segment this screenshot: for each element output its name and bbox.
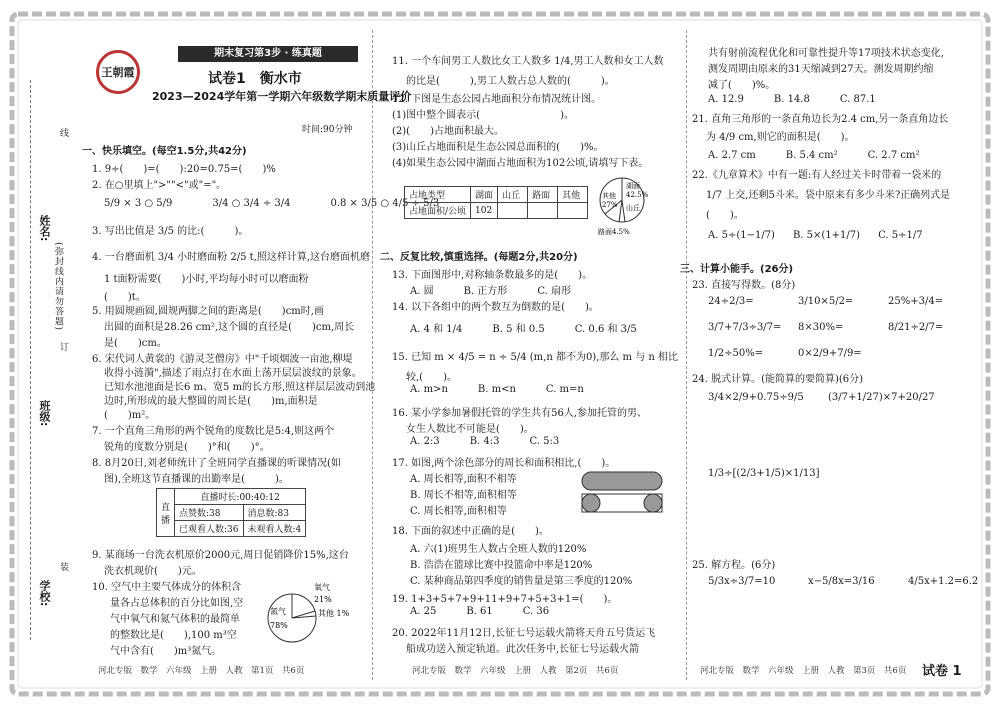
question-10-line3: 气中氧气和氮气体积的最简单 [110,614,240,625]
question-4-line2: 1 t面粉需要( )小时,平均每小时可以磨面粉 [104,274,309,285]
option-c[interactable]: C. 87.1 [839,94,876,105]
section-2-heading: 二、反复比较,慎重选择。(每题2分,共20分) [380,252,578,263]
calc-item[interactable]: 3/4×2/9+0.75÷9/5 [708,392,804,403]
equation[interactable]: x−5/8x=3/16 [808,576,875,587]
question-25: 25. 解方程。(6分) [692,560,776,571]
question-20-line3: 共有射前流程优化和可靠性提升等17项技术状态变化, [708,48,944,59]
question-14: 14. 以下各组中的两个数互为倒数的是( )。 [392,302,599,313]
seal-note: (弥封线内请勿答题) [53,242,63,332]
question-10: 10. 空气中主要气体成分的体积含 [92,582,242,593]
question-6: 6. 宋代词人黄裳的《游灵芝僧房》中"千顷烟波一亩池,柳堤 [92,354,353,365]
pie-n2-value: 78% [270,621,288,630]
option-c[interactable]: C. 36 [522,606,550,617]
exam-subtitle: 2023—2024学年第一学期六年级数学期末质量评价 [152,90,412,103]
question-12-3: (3)山丘占地面积是生态公园总面积的( )%。 [392,142,604,153]
question-10-line4: 的整数比是( ),100 m³空 [110,630,237,641]
question-22-line3: ( )。 [706,210,744,221]
seal-mark-line: 线 [58,128,68,138]
question-6-line5: ( )m²。 [104,410,156,421]
option-a[interactable]: A. 2:3 [410,436,440,447]
option-c[interactable]: C. 2.7 cm² [867,150,920,161]
binding-line [30,80,44,640]
question-11: 11. 一个车间男工人数比女工人数多 1/4,男工人数和女工人数 [392,56,664,67]
question-19: 19. 1+3+5+7+9+11+9+7+5+3+1=( )。 [392,594,618,605]
question-12-4: (4)如果生态公园中湖面占地面积为102公顷,请填写下表。 [392,158,649,169]
question-15-line2: 较,( )。 [406,372,457,383]
pie-lake-label: 湖面 [626,182,640,190]
option-b[interactable]: B. 5 和 0.5 [492,324,545,335]
question-7-line2: 锐角的度数分别是( )°和( )°。 [104,442,270,453]
question-16-options [410,436,589,447]
question-18-option-b[interactable]: B. 浩浩在篮球比赛中投篮命中率是120% [410,560,593,571]
footer-page-2: 河北专版 数学 六年级 上册 人教 第2页 共6页 [412,666,619,676]
table-likes: 点赞数:38 [175,505,244,521]
calc-item[interactable]: (3/7+1/27)×7+20/27 [828,392,935,403]
question-2: 2. 在○里填上">""<"或"="。 [92,180,227,191]
question-14-options [410,320,667,335]
option-c[interactable]: C. 扇形 [537,286,571,297]
pie-lake-value: 42.5% [626,191,649,199]
question-5-line3: 是( )cm。 [104,338,167,349]
school-label: 学校: [38,580,51,607]
calc-item[interactable]: 3/7+7/3÷3/7= [708,322,782,333]
option-c[interactable]: C. 5÷1/7 [878,230,923,241]
shape-top [582,472,662,490]
question-9: 9. 某商场一台洗衣机原价2000元,周日促销降价15%,这台 [92,550,349,561]
equation[interactable]: 5/3x÷3/7=10 [708,576,776,587]
option-c[interactable]: C. 0.6 和 3/5 [574,324,637,335]
calc-item[interactable]: 25%+3/4= [888,296,944,307]
option-b[interactable]: B. m<n [477,384,516,395]
question-6-line4: 边时,所形成的最大整圆的周长是( )m,面积是 [104,396,318,407]
question-24-row2[interactable]: 1/3÷[(2/3+1/5)×1/13] [708,468,820,479]
table-cell[interactable] [558,203,588,219]
shape-bottom-right [644,494,662,512]
question-23-row2 [708,322,943,333]
calc-item[interactable]: 1/2÷50%= [708,348,764,359]
question-13-options [410,282,601,297]
pie-other-label: 其他 1% [318,609,350,618]
paper-number: 试卷 1 [922,664,962,679]
table-header: 湖面 [471,187,498,203]
option-b[interactable]: B. 5×(1+1/7) [792,230,861,241]
question-21: 21. 直角三角形的一条直角边长为2.4 cm,另一条直角边长 [692,114,949,125]
question-10-line5: 气中含有( )m³氮气。 [110,646,222,657]
calc-item[interactable]: 24÷2/3= [708,296,754,307]
question-23-row1 [708,296,943,307]
air-composition-pie [262,582,362,654]
question-23: 23. 直接写得数。(8分) [692,280,796,291]
column-divider [686,30,687,680]
equation[interactable]: 4/5x+1.2=6.2 [908,576,979,587]
question-17-option-a[interactable]: A. 周长相等,面积不相等 [410,474,517,485]
question-5: 5. 用圆规画圆,圆规两脚之间的距离是( )cm时,画 [92,306,324,317]
class-label: 班级: [38,400,51,427]
question-12-2: (2)( )占地面积最大。 [392,126,504,137]
question-7: 7. 一个直角三角形的两个锐角的度数比是5:4,则这两个 [92,426,334,437]
pie-hill-label: 山丘 [626,204,640,212]
question-8: 8. 8月20日,刘老师统计了全班同学直播课的听课情况(如 [92,458,341,469]
question-9-line2: 洗衣机现价( )元。 [104,566,202,577]
seal-mark-ding: 订 [58,342,68,352]
option-b[interactable]: B. 4:3 [469,436,500,447]
question-24: 24. 脱式计算。(能简算的要简算)(6分) [692,374,864,385]
question-20-options [708,94,906,105]
question-22-options [708,230,953,241]
table-watched: 已观看人数:36 [175,521,244,537]
pie-divider [622,200,625,222]
park-pie [592,168,672,238]
question-12-1: (1)图中整个圆表示( )。 [392,110,574,121]
question-6-line3: 已知水池池面是长6 m、宽5 m的长方形,照这样层层波动到池 [104,382,376,393]
option-a[interactable]: A. 5÷(1−1/7) [708,230,775,241]
question-1: 1. 9÷( )=( ):20=0.75=( )% [92,164,276,175]
exam-title: 试卷1 衡水市 [208,71,302,87]
question-23-row3 [708,348,888,359]
pie-road-label: 路面4.5% [598,228,630,236]
option-a[interactable]: A. m>n [410,384,448,395]
option-b[interactable]: B. 正方形 [463,286,508,297]
column-divider [372,30,373,680]
footer-page-3: 河北专版 数学 六年级 上册 人教 第3页 共6页 [700,666,907,676]
question-11-line2: 的比是( ),男工人数占总人数的( )。 [406,76,615,87]
question-8-line2: 图),全班这节直播课的出勤率是( )。 [104,474,289,485]
question-2-items: 5/9 × 3 ○ 5/9 3/4 ○ 3/4 ÷ 3/4 0.8 × 3/5 ○ 4/5 ÷ 5/3 [104,198,440,209]
question-20-line2: 船成功送入预定轨道。此次任务中,长征七号运载火箭 [406,644,640,655]
question-15-options [410,384,614,395]
footer-page-1: 河北专版 数学 六年级 上册 人教 第1页 共6页 [98,666,305,676]
question-3: 3. 写出比值是 3/5 的比:( )。 [92,226,249,237]
question-22: 22.《九章算术》中有一题:有人经过关卡时带着一袋米的 [692,170,942,181]
publisher-logo: 王朝霞 [96,50,140,94]
question-21-line2: 为 4/9 cm,则它的面积是( )。 [706,132,855,143]
time-limit: 时间:90分钟 [302,125,353,135]
option-a[interactable]: A. 12.9 [708,94,744,105]
table-cell: 102 [471,203,498,219]
section-1-heading: 一、快乐填空。(每空1.5分,共42分) [82,146,247,157]
question-17-option-b[interactable]: B. 周长不相等,面积相等 [410,490,517,501]
option-b[interactable]: B. 5.4 cm² [785,150,838,161]
calc-item[interactable]: 8×30%= [798,322,844,333]
question-15: 15. 已知 m × 4/5 = n ÷ 5/4 (m,n 都不为0),那么 m 与 n 相比 [392,352,679,363]
shaded-shapes-figure [578,468,668,518]
question-18: 18. 下面的叙述中正确的是( )。 [392,526,549,537]
table-unwatched: 未观看人数:4 [243,521,306,537]
table-header: 山丘 [498,187,528,203]
table-header: 其他 [558,187,588,203]
table-label: 直播 [157,489,175,537]
table-header: 占地类型 [405,187,471,203]
shape-bottom-left [582,494,600,512]
question-12: 12. 下图是生态公园占地面积分布情况统计图。 [392,94,602,105]
option-b[interactable]: B. 61 [466,606,493,617]
pie-o2-value: 21% [314,595,332,604]
table-cell: 占地面积/公顷 [405,203,471,219]
calc-item[interactable]: 8/21÷2/7= [888,322,944,333]
question-4-line3: ( )t。 [104,292,146,303]
question-24-row1 [708,392,935,403]
question-25-row [708,576,978,587]
question-18-option-c[interactable]: C. 某种商品第四季度的销售量是第三季度的120% [410,576,633,587]
question-5-line2: 出圆的面积是28.26 cm²,这个圆的直径是( )cm,周长 [104,322,355,333]
question-16: 16. 某小学参加暑假托管的学生共有56人,参加托管的男、 [392,408,647,419]
table-messages: 消息数:83 [243,505,306,521]
question-17-option-c[interactable]: C. 周长相等,面积相等 [410,506,507,517]
section-3-heading: 三、计算小能手。(26分) [680,264,794,275]
seal-mark-zhuang: 装 [58,562,68,572]
pie-divider [619,200,622,222]
pie-other-value: 27% [602,201,618,209]
question-17: 17. 如图,两个涂色部分的周长和面积相比,( )。 [392,458,616,469]
park-area-table [404,186,588,219]
option-a[interactable]: A. 4 和 1/4 [410,324,463,335]
calc-item[interactable]: 0×2/9+7/9= [798,348,862,359]
pie-n2-label: 氮气 [270,607,286,616]
name-label: 姓名: [38,215,51,242]
table-duration: 直播时长:00:40:12 [175,489,306,505]
question-22-line2: 1/7 上交,还剩5斗米。袋中原来有多少斗米?正确列式是 [706,190,951,201]
pie-other-label: 其他 [602,192,616,200]
option-c[interactable]: C. 5:3 [529,436,560,447]
question-18-option-a[interactable]: A. 六(1)班男生人数占全班人数的120% [410,544,587,555]
option-a[interactable]: A. 2.7 cm [708,150,756,161]
question-20: 20. 2022年11月12日,长征七号运载火箭将天舟五号货运飞 [392,628,656,639]
question-13: 13. 下面图形中,对称轴条数最多的是( )。 [392,270,593,281]
question-20-line4: 测发周期由原来的31天缩减到27天。测发周期约缩 [708,64,934,75]
question-6-line2: 收得小涟漪",描述了雨点打在水面上荡开层层波纹的景象。 [104,368,362,379]
pie-o2-label: 氧气 [314,583,330,592]
option-a[interactable]: A. 25 [410,606,437,617]
question-19-options [410,606,579,617]
question-4: 4. 一台磨面机 3/4 小时磨面粉 2/5 t,照这样计算,这台磨面机磨 [92,252,370,263]
table-cell[interactable] [528,203,558,219]
question-20-line5: 减了( )%。 [708,80,776,91]
step-banner: 期末复习第3步 · 练真题 [178,46,358,62]
option-a[interactable]: A. 圆 [410,286,434,297]
option-c[interactable]: C. m=n [545,384,584,395]
option-b[interactable]: B. 14.8 [773,94,810,105]
question-16-line2: 女生人数比不可能是( )。 [406,424,534,435]
livestream-table [156,488,306,537]
question-21-options [708,150,949,161]
calc-item[interactable]: 3/10×5/2= [798,296,854,307]
table-header: 路面 [528,187,558,203]
table-cell[interactable] [498,203,528,219]
question-10-line2: 量各占总体积的百分比如图,空 [110,598,244,609]
